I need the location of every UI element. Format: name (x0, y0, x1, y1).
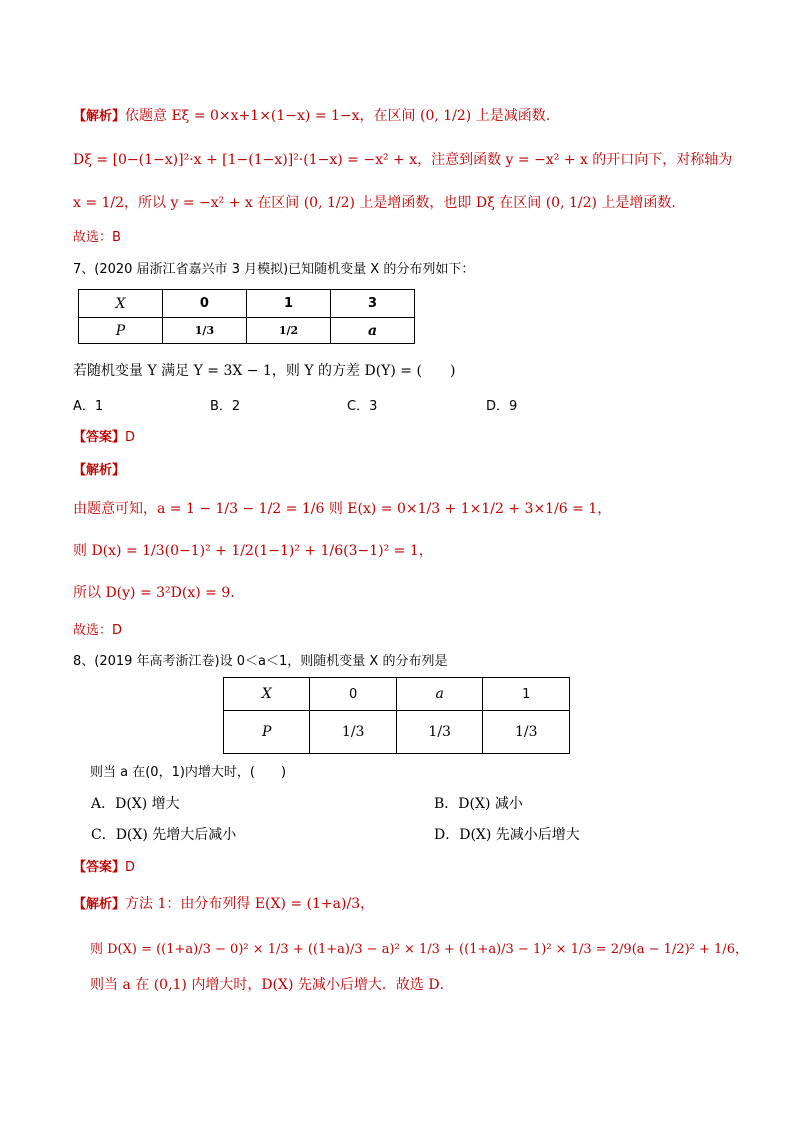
q7-stem: 7、(2020 届浙江省嘉兴市 3 月模拟)已知随机变量 X 的分布列如下： (73, 262, 475, 277)
q6-analysis-line3 (73, 193, 676, 214)
q8-option-b: B．D(X) 减小 (434, 796, 523, 812)
answer-value: D (125, 860, 136, 875)
q6-analysis-text-1: 依题意 Eξ = 0×x+1×(1−x) = 1−x，在区间 (0, 1/2) 上是减函数. (125, 108, 551, 124)
q7-prob-1: 1/2 (246, 318, 330, 344)
q8-analysis-line3: 则当 a 在 (0,1) 内增大时，D(X) 先减小后增大．故选 D． (90, 977, 454, 993)
q7-header-x: X (79, 290, 163, 318)
q7-option-d: D．9 (486, 399, 518, 414)
q8-stem: 8、(2019 年高考浙江卷)设 0＜a＜1，则随机变量 X 的分布列是 (73, 654, 448, 669)
q7-distribution-table (78, 289, 415, 344)
q8-header-1: 1 (483, 678, 570, 711)
q8-prob-1: 1/3 (483, 711, 570, 754)
q7-prob-3: a (331, 318, 415, 344)
answer-value: D (125, 430, 136, 445)
q8-answer (73, 858, 135, 878)
q7-header-1: 1 (246, 290, 330, 318)
q8-option-d: D．D(X) 先减小后增大 (434, 827, 580, 843)
q7-option-b: B．2 (210, 399, 241, 414)
answer-tag: 【答案】 (73, 430, 126, 445)
q8-analysis-line2: 则 D(X) = ((1+a)/3 − 0)² × 1/3 + ((1+a)/3 − a)² × 1/3 + ((1+a)/3 − 1)² × 1/3 = 2/9(a − 1/2)² + 1/6， (90, 942, 748, 957)
q8-prob-a: 1/3 (396, 711, 483, 754)
q7-option-c: C．3 (347, 399, 378, 414)
q7-analysis-line2: 则 D(x) = 1/3(0−1)² + 1/2(1−1)² + 1/6(3−1)² = 1， (73, 543, 433, 559)
q8-prob-0: 1/3 (310, 711, 397, 754)
q8-distribution-table (223, 677, 570, 754)
q7-answer (73, 428, 135, 448)
q7-analysis-tag (73, 461, 125, 481)
q8-analysis-text-1: 方法 1：由分布列得 E(X) = (1+a)/3， (125, 896, 375, 912)
q6-analysis-line2 (73, 150, 732, 171)
q7-header-3: 3 (331, 290, 415, 318)
q7-option-a: A．1 (73, 399, 104, 414)
q8-row-label-p: P (224, 711, 310, 754)
q7-analysis-line3: 所以 D(y) = 3²D(x) = 9. (73, 585, 235, 601)
q6-analysis-line1 (73, 106, 550, 127)
q7-prob-0: 1/3 (162, 318, 246, 344)
q6-analysis-text-3: x = 1/2，所以 y = −x² + x 在区间 (0, 1/2) 上是增函数，也即 Dξ 在区间 (0, 1/2) 上是增函数. (73, 195, 676, 211)
q8-option-a: A．D(X) 增大 (91, 796, 180, 812)
q6-analysis-text-2: Dξ = [0−(1−x)]²·x + [1−(1−x)]²·(1−x) = −x² + x，注意到函数 y = −x² + x 的开口向下，对称轴为 (73, 152, 733, 168)
q7-question (73, 361, 455, 382)
q7-row-label-p: P (79, 318, 163, 344)
q8-option-c: C．D(X) 先增大后减小 (91, 827, 237, 843)
analysis-tag: 【解析】 (73, 897, 126, 912)
q7-analysis-line1: 由题意可知，a = 1 − 1/3 − 1/2 = 1/6 则 E(x) = 0×1/3 + 1×1/2 + 3×1/6 = 1， (73, 501, 612, 517)
q7-question-text: 若随机变量 Y 满足 Y = 3X − 1，则 Y 的方差 D(Y) = ( ) (73, 363, 456, 379)
q7-conclusion: 故选：D (73, 623, 123, 638)
q6-answer: 故选：B (73, 230, 121, 245)
q8-header-0: 0 (310, 678, 397, 711)
answer-tag: 【答案】 (73, 860, 126, 875)
q7-header-0: 0 (162, 290, 246, 318)
q8-header-a: a (396, 678, 483, 711)
q8-question: 则当 a 在(0，1)内增大时，( ) (90, 765, 287, 780)
analysis-tag: 【解析】 (73, 109, 126, 124)
q8-analysis-line1 (73, 894, 374, 915)
q8-header-x: X (224, 678, 310, 711)
analysis-tag: 【解析】 (73, 463, 126, 478)
